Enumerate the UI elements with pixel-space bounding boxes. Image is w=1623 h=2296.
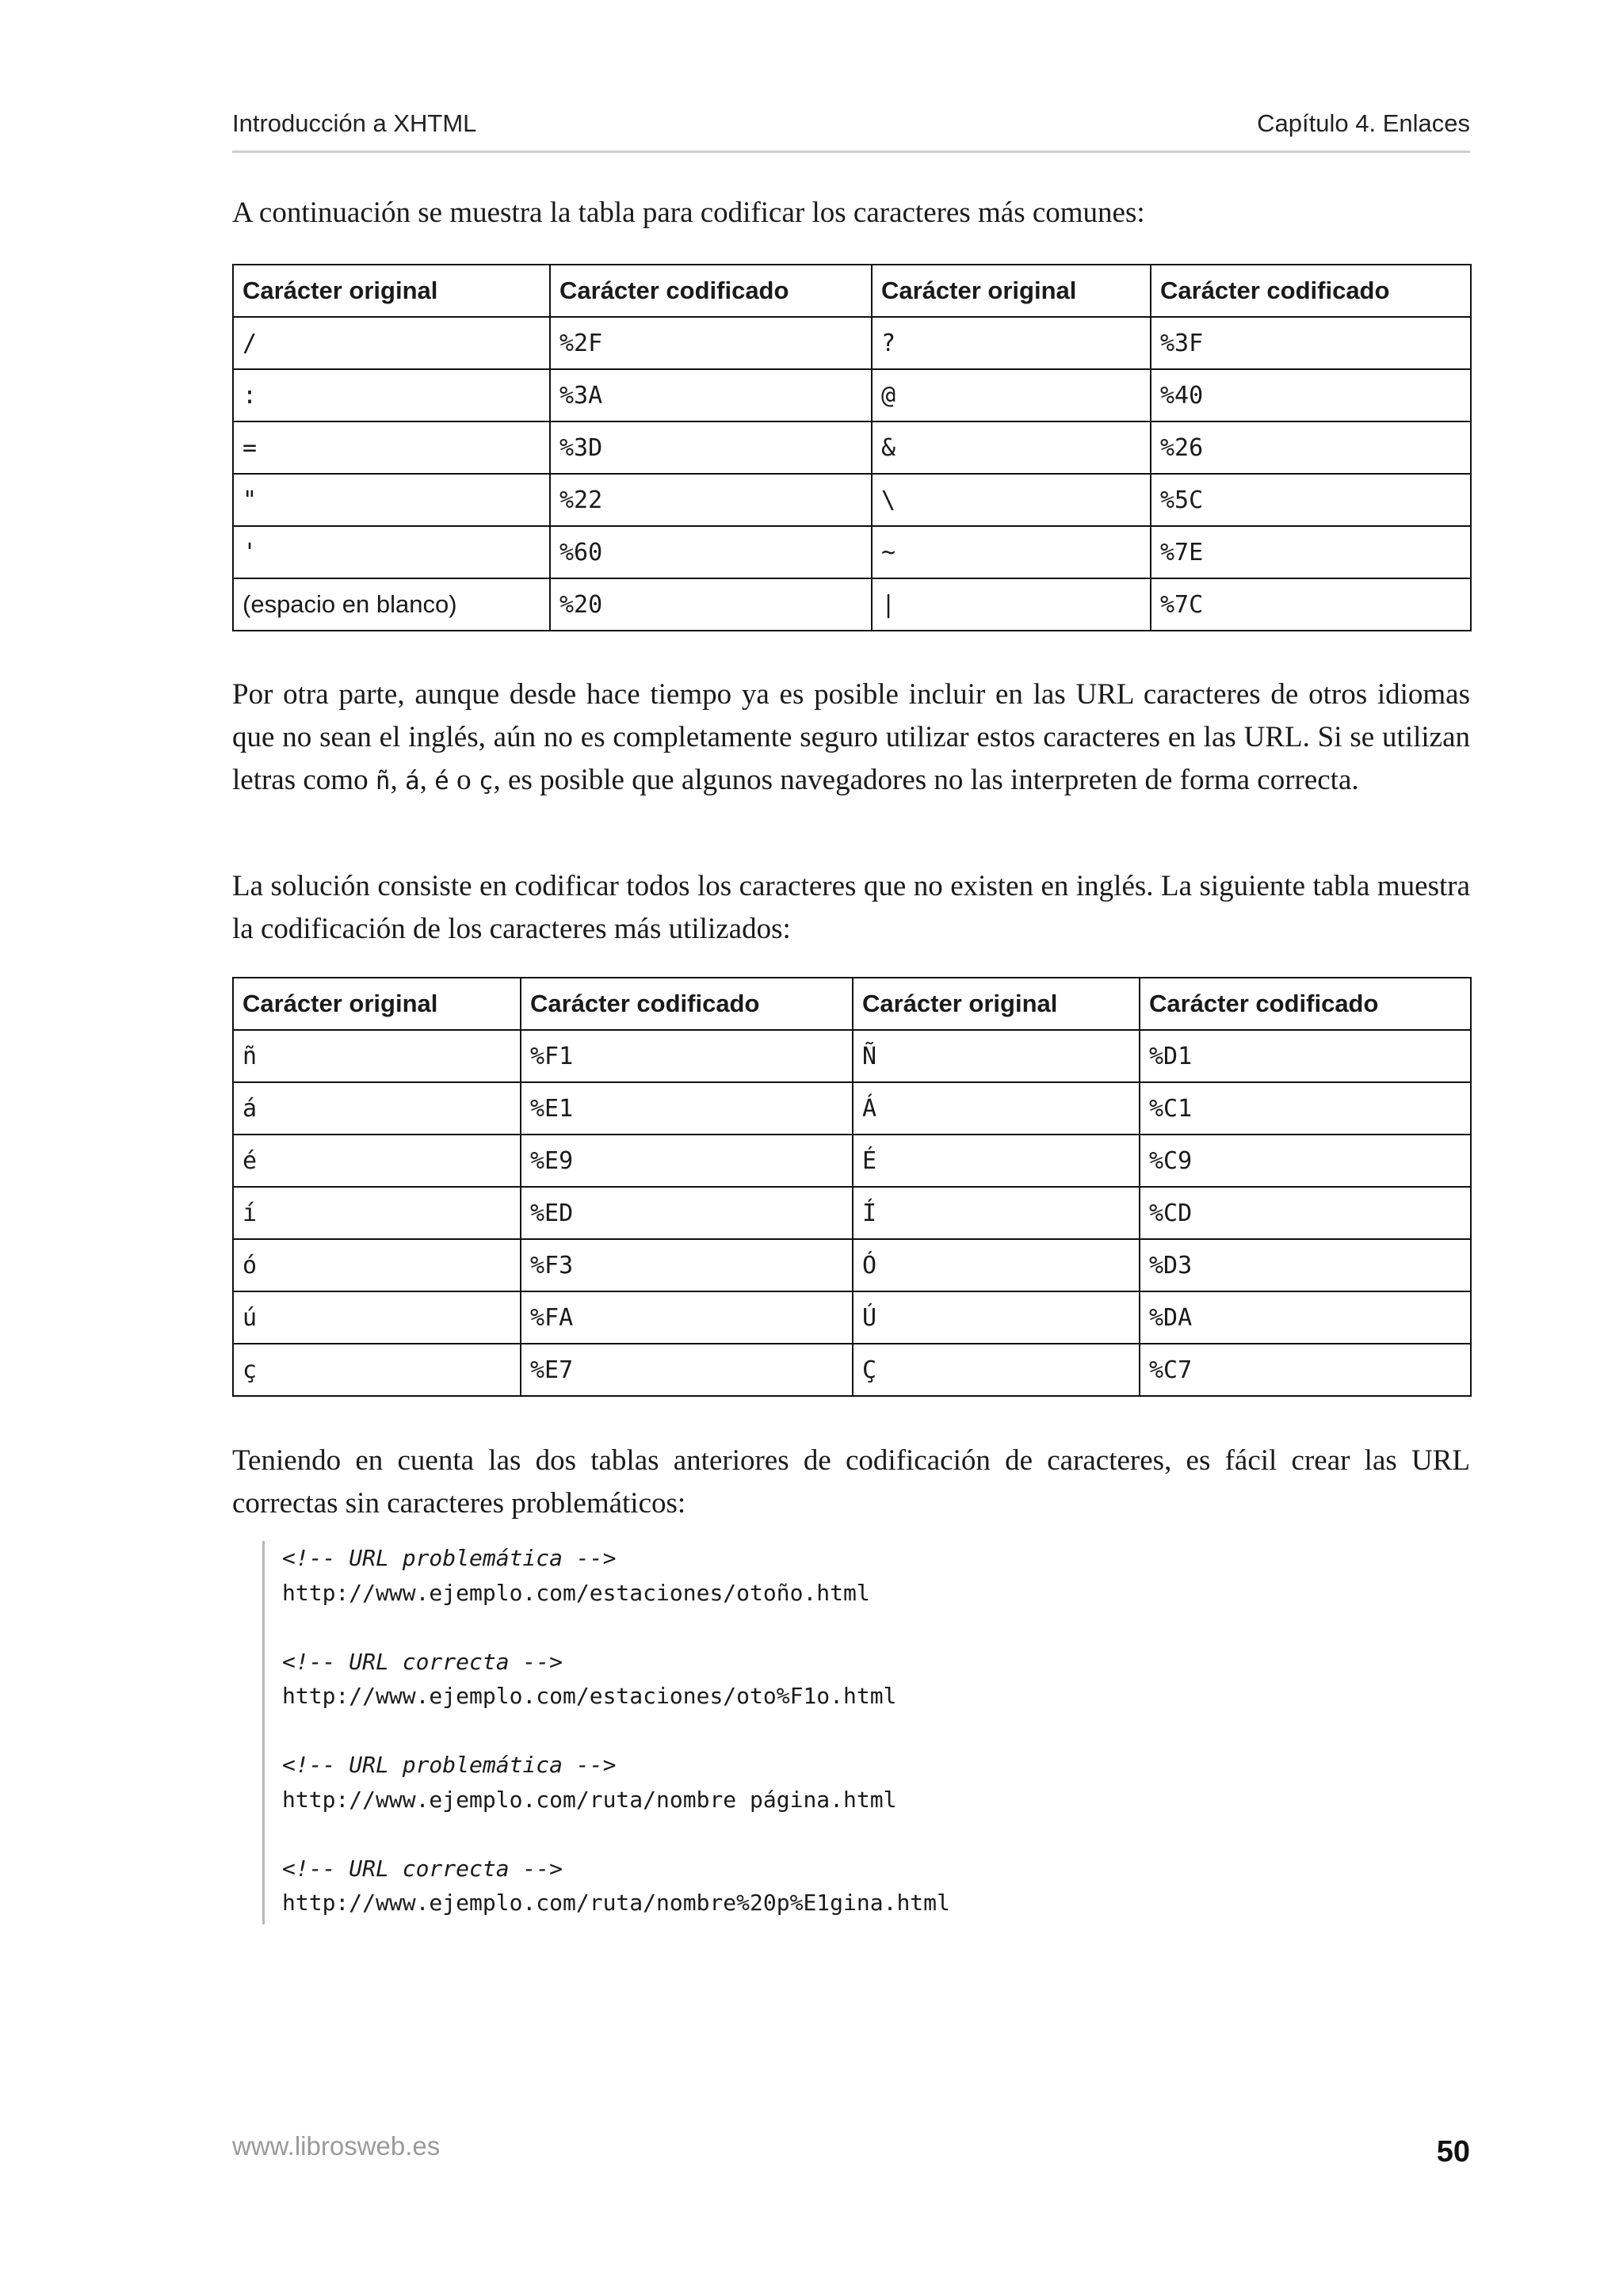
code-blank-line bbox=[282, 1817, 1451, 1852]
inline-code: á bbox=[405, 767, 420, 795]
code-url: http://www.ejemplo.com/estaciones/oto%F1o.html bbox=[282, 1683, 897, 1709]
table-cell: %C9 bbox=[1140, 1135, 1471, 1187]
table-cell: %ED bbox=[521, 1187, 853, 1239]
code-blank-line bbox=[282, 1714, 1451, 1749]
column-header: Carácter original bbox=[853, 978, 1140, 1030]
table-cell: é bbox=[233, 1135, 521, 1187]
table-cell: %E1 bbox=[521, 1082, 853, 1135]
body-paragraph: Teniendo en cuenta las dos tablas anteriores de codificación de caracteres, es fácil crear las URL correctas sin caracteres problemáticos: bbox=[232, 1444, 1470, 1520]
inline-code: ñ bbox=[375, 767, 391, 795]
code-url: http://www.ejemplo.com/ruta/nombre%20p%E1gina.html bbox=[282, 1890, 950, 1916]
table-cell: Á bbox=[853, 1082, 1140, 1135]
table-cell: ' bbox=[233, 526, 550, 578]
table-cell: %E7 bbox=[521, 1344, 853, 1396]
table-cell: í bbox=[233, 1187, 521, 1239]
table-cell: %DA bbox=[1140, 1291, 1471, 1344]
inline-code: é bbox=[434, 767, 449, 795]
table-cell: (espacio en blanco) bbox=[233, 578, 550, 631]
table-row bbox=[233, 1030, 1471, 1082]
common-characters-table bbox=[232, 264, 1472, 631]
code-url: http://www.ejemplo.com/ruta/nombre página.html bbox=[282, 1786, 897, 1813]
table-cell: ~ bbox=[872, 526, 1151, 578]
table-cell: @ bbox=[872, 369, 1151, 421]
footer-site-link[interactable]: www.librosweb.es bbox=[232, 2131, 441, 2161]
table-cell: = bbox=[233, 421, 550, 474]
table-row bbox=[233, 369, 1471, 421]
table-row bbox=[233, 1082, 1471, 1135]
body-paragraph: La solución consiste en codificar todos los caracteres que no existen en inglés. La siguiente tabla muestra la codificación de los caracteres más utilizados: bbox=[232, 870, 1470, 945]
code-comment: <!-- URL problemática --> bbox=[282, 1752, 617, 1778]
code-block bbox=[262, 1541, 1451, 1924]
paragraph-text: , es posible que algunos navegadores no las interpreten de forma correcta. bbox=[493, 764, 1359, 796]
table-cell: \ bbox=[872, 474, 1151, 526]
paragraph-text: o bbox=[449, 764, 479, 796]
table-cell: %3F bbox=[1151, 317, 1471, 369]
column-header: Carácter codificado bbox=[1151, 265, 1471, 317]
table-cell: %CD bbox=[1140, 1187, 1471, 1239]
code-comment: <!-- URL correcta --> bbox=[282, 1648, 563, 1675]
column-header: Carácter original bbox=[233, 978, 521, 1030]
table-cell: ñ bbox=[233, 1030, 521, 1082]
column-header: Carácter original bbox=[233, 265, 550, 317]
table-row bbox=[233, 526, 1471, 578]
table-row bbox=[233, 1291, 1471, 1344]
table-cell: / bbox=[233, 317, 550, 369]
table-row bbox=[233, 317, 1471, 369]
column-header: Carácter codificado bbox=[1140, 978, 1471, 1030]
table-row bbox=[233, 1344, 1471, 1396]
table-cell: %3D bbox=[550, 421, 872, 474]
table-cell: Ç bbox=[853, 1344, 1140, 1396]
table-cell: & bbox=[872, 421, 1151, 474]
table-cell: ú bbox=[233, 1291, 521, 1344]
table-cell: %F1 bbox=[521, 1030, 853, 1082]
paragraph-text: Por otra parte, aunque desde hace tiempo ya es posible incluir en las URL caracteres de otros idiomas que no sean el inglés, aún no es completamente seguro utilizar estos caracteres en las URL. Si se utilizan letras como bbox=[232, 678, 1470, 796]
paragraph-text: , bbox=[419, 764, 435, 796]
table-cell: %26 bbox=[1151, 421, 1471, 474]
table-cell: %D3 bbox=[1140, 1239, 1471, 1291]
table-cell: á bbox=[233, 1082, 521, 1135]
table-cell: %60 bbox=[550, 526, 872, 578]
table-cell: ç bbox=[233, 1344, 521, 1396]
table-cell: %2F bbox=[550, 317, 872, 369]
table-cell: : bbox=[233, 369, 550, 421]
table-row bbox=[233, 421, 1471, 474]
table-cell: É bbox=[853, 1135, 1140, 1187]
table-header-row bbox=[233, 978, 1471, 1030]
intro-paragraph: A continuación se muestra la tabla para codificar los caracteres más comunes: bbox=[232, 196, 1145, 229]
column-header: Carácter codificado bbox=[550, 265, 872, 317]
table-row bbox=[233, 1187, 1471, 1239]
table-cell: " bbox=[233, 474, 550, 526]
table-cell: %7C bbox=[1151, 578, 1471, 631]
column-header: Carácter original bbox=[872, 265, 1151, 317]
code-comment: <!-- URL problemática --> bbox=[282, 1545, 617, 1571]
table-cell: %5C bbox=[1151, 474, 1471, 526]
table-cell: Í bbox=[853, 1187, 1140, 1239]
table-row bbox=[233, 474, 1471, 526]
inline-code: ç bbox=[478, 767, 494, 795]
table-cell: ? bbox=[872, 317, 1151, 369]
table-cell: %3A bbox=[550, 369, 872, 421]
table-cell: %C1 bbox=[1140, 1082, 1471, 1135]
table-row bbox=[233, 578, 1471, 631]
code-blank-line bbox=[282, 1610, 1451, 1645]
non-english-characters-table bbox=[232, 977, 1472, 1397]
code-url: http://www.ejemplo.com/estaciones/otoño.html bbox=[282, 1579, 870, 1606]
table-cell: ó bbox=[233, 1239, 521, 1291]
table-row bbox=[233, 1135, 1471, 1187]
table-cell: %7E bbox=[1151, 526, 1471, 578]
table-cell: | bbox=[872, 578, 1151, 631]
table-cell: Ó bbox=[853, 1239, 1140, 1291]
table-cell: %20 bbox=[550, 578, 872, 631]
paragraph-text: , bbox=[390, 764, 405, 796]
table-cell: %C7 bbox=[1140, 1344, 1471, 1396]
table-cell: Ñ bbox=[853, 1030, 1140, 1082]
table-row bbox=[233, 1239, 1471, 1291]
table-cell: %40 bbox=[1151, 369, 1471, 421]
table-cell: %D1 bbox=[1140, 1030, 1471, 1082]
table-header-row bbox=[233, 265, 1471, 317]
code-comment: <!-- URL correcta --> bbox=[282, 1855, 563, 1882]
table-cell: %E9 bbox=[521, 1135, 853, 1187]
chapter-title: Capítulo 4. Enlaces bbox=[1257, 109, 1470, 137]
book-title: Introducción a XHTML bbox=[232, 109, 477, 137]
table-cell: %F3 bbox=[521, 1239, 853, 1291]
body-paragraph bbox=[232, 673, 1470, 803]
table-cell: %FA bbox=[521, 1291, 853, 1344]
page-number: 50 bbox=[1436, 2135, 1470, 2168]
column-header: Carácter codificado bbox=[521, 978, 853, 1030]
table-cell: %22 bbox=[550, 474, 872, 526]
table-cell: Ú bbox=[853, 1291, 1140, 1344]
page-header bbox=[232, 109, 1470, 153]
